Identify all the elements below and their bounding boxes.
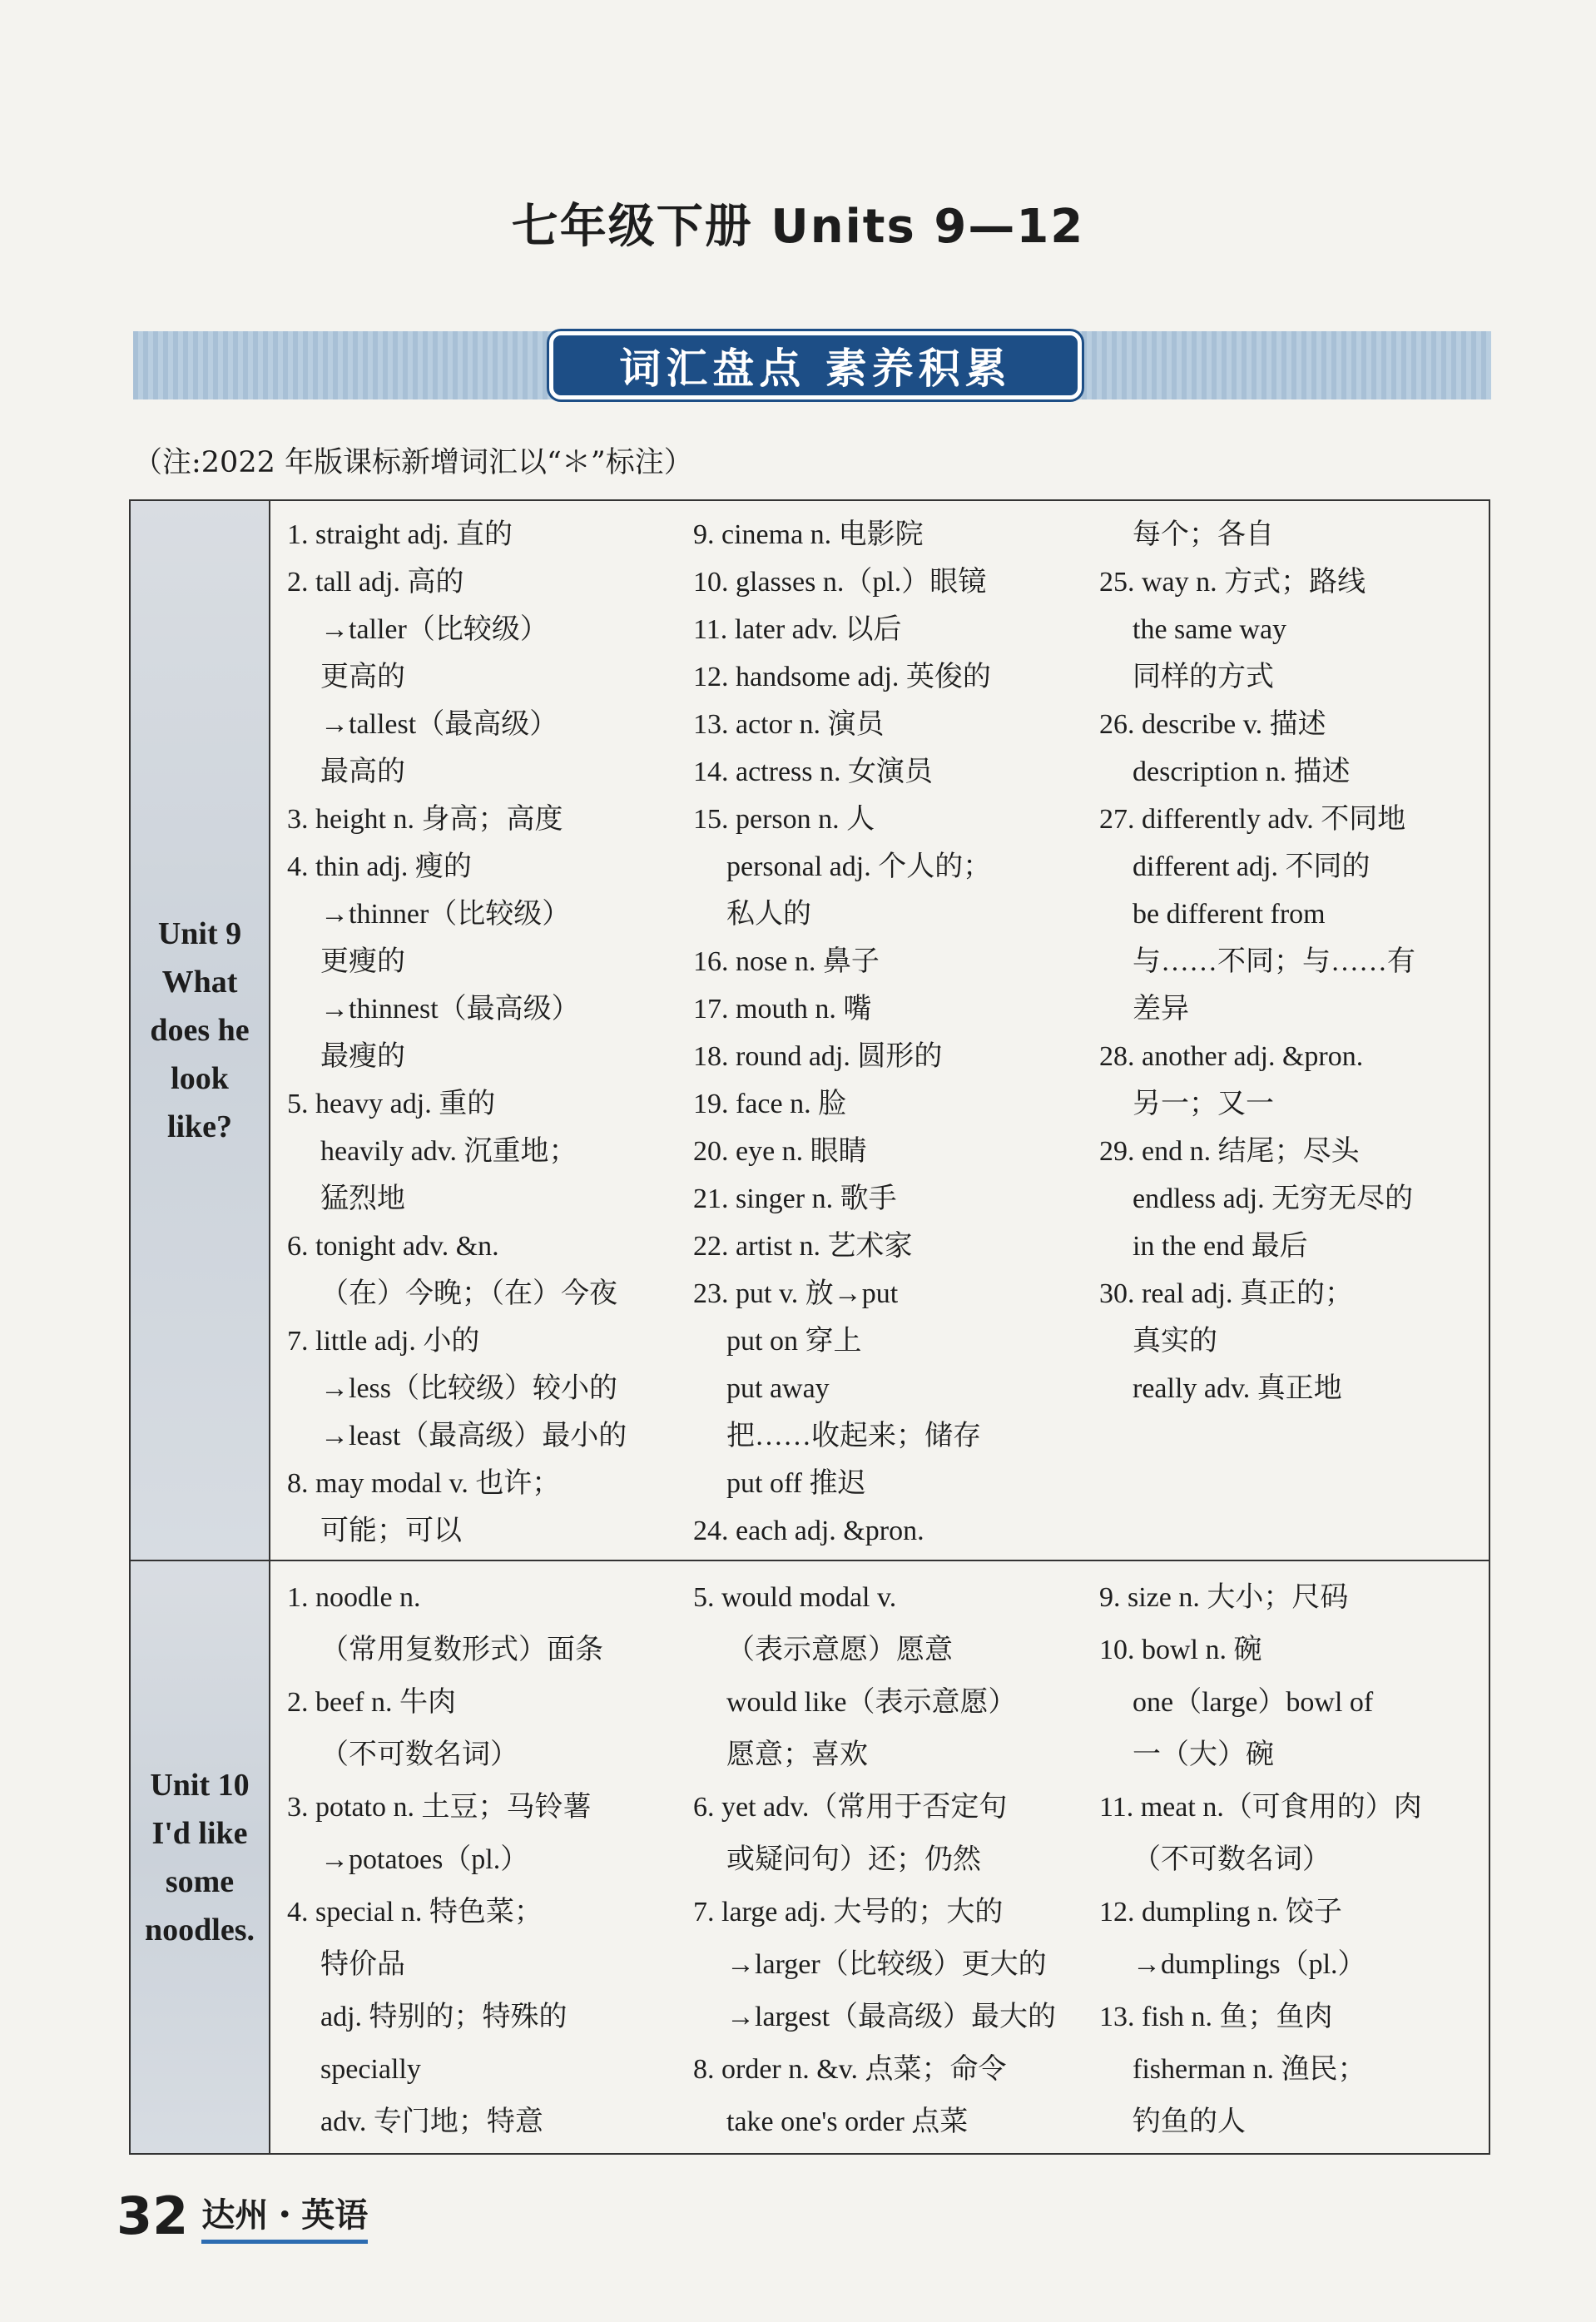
word-entry: 1. straight adj. 直的	[287, 519, 513, 550]
word-entry-detail: description n. 描述	[1133, 757, 1351, 787]
unit-title-line: I'd like	[151, 1815, 248, 1851]
word-column	[270, 1571, 677, 2148]
word-entry-detail: 另一；又一	[1133, 1089, 1274, 1119]
unit10-title	[131, 1761, 269, 1954]
word-entry-detail: →largest（最高级）最大的	[726, 2002, 1057, 2032]
word-entry-detail: →less（比较级）较小的	[320, 1373, 617, 1404]
word-entry-detail: really adv. 真正地	[1133, 1373, 1342, 1404]
word-entry: 11. later adv. 以后	[693, 614, 902, 645]
word-entry-detail: 差异	[1133, 994, 1189, 1025]
word-entry: 18. round adj. 圆形的	[693, 1041, 943, 1072]
word-entry: 2. beef n. 牛肉	[287, 1687, 457, 1718]
word-entry-detail: adv. 专门地；特意	[320, 2106, 543, 2137]
unit10-columns	[270, 1571, 1489, 2148]
section-banner-label: 词汇盘点 素养积累	[549, 331, 1082, 399]
word-entry: 10. bowl n. 碗	[1099, 1635, 1262, 1665]
word-entry-detail: （在）今晚；（在）今夜	[320, 1278, 617, 1309]
unit-title-line: noodles.	[145, 1912, 255, 1947]
word-entry-detail: 可能；可以	[320, 1516, 462, 1546]
unit9-words-cell	[270, 500, 1489, 1560]
note-text: （注:2022 年版课标新增词汇以“＊”标注）	[133, 446, 693, 479]
word-entry-detail: （不可数名词）	[1133, 1844, 1331, 1875]
unit10-row	[130, 1560, 1489, 2154]
unit-title-line: Unit 9	[157, 916, 242, 951]
word-entry-detail: would like（表示意愿）	[726, 1687, 1017, 1718]
unit10-words-cell	[270, 1560, 1489, 2154]
unit9-title-cell	[130, 500, 270, 1560]
word-entry: 12. dumpling n. 饺子	[1099, 1897, 1342, 1928]
unit-title-line: does he	[150, 1013, 250, 1048]
word-entry-detail: 更高的	[320, 662, 405, 692]
word-entry-detail: in the end 最后	[1133, 1231, 1308, 1262]
word-entry: 6. tonight adv. &n.	[287, 1231, 499, 1262]
word-entry-detail: （表示意愿）愿意	[726, 1635, 953, 1665]
word-entry: 24. each adj. &pron.	[693, 1516, 924, 1546]
word-entry: 15. person n. 人	[693, 804, 875, 835]
word-entry-detail: the same way	[1133, 614, 1287, 645]
word-entry-detail: take one's order 点菜	[726, 2106, 969, 2137]
word-entry-detail: heavily adv. 沉重地；	[320, 1136, 577, 1167]
word-column	[1083, 1571, 1489, 2148]
word-entry-detail: →tallest（最高级）	[320, 709, 558, 740]
word-entry-detail: 或疑问句）还；仍然	[726, 1844, 981, 1875]
word-entry-detail: 每个；各自	[1133, 519, 1274, 550]
word-entry: 9. size n. 大小；尺码	[1099, 1582, 1349, 1613]
word-entry-detail: →thinner（比较级）	[320, 899, 571, 930]
word-entry: 4. special n. 特色菜；	[287, 1897, 543, 1928]
word-entry-detail: →least（最高级）最小的	[320, 1421, 627, 1451]
word-entry-detail: fisherman n. 渔民；	[1133, 2054, 1366, 2085]
word-entry: 23. put v. 放→put	[693, 1278, 899, 1309]
word-column	[677, 511, 1083, 1555]
word-entry-detail: adj. 特别的；特殊的	[320, 2002, 568, 2032]
unit-title-line: like?	[166, 1109, 233, 1144]
word-entry: 1. noodle n.	[287, 1582, 421, 1613]
word-entry-detail: specially	[320, 2054, 421, 2085]
unit9-columns	[270, 511, 1489, 1555]
word-entry: 21. singer n. 歌手	[693, 1183, 897, 1214]
word-entry-detail: 最高的	[320, 757, 405, 787]
word-entry-detail: →potatoes（pl.）	[320, 1844, 529, 1875]
vocabulary-table	[129, 499, 1490, 2155]
word-entry: 17. mouth n. 嘴	[693, 994, 872, 1025]
word-entry: 28. another adj. &pron.	[1099, 1041, 1364, 1072]
page-title: 七年级下册 Units 9—12	[511, 200, 1085, 254]
word-entry-detail: one（large）bowl of	[1133, 1687, 1374, 1718]
unit-title-line: What	[161, 965, 238, 1000]
word-entry-detail: personal adj. 个人的；	[726, 851, 992, 882]
word-entry-detail: 一（大）碗	[1133, 1739, 1274, 1770]
word-entry: 19. face n. 脸	[693, 1089, 847, 1119]
word-entry: 12. handsome adj. 英俊的	[693, 662, 991, 692]
word-entry: 2. tall adj. 高的	[287, 567, 464, 598]
word-entry: 25. way n. 方式；路线	[1099, 567, 1366, 598]
word-entry: 13. actor n. 演员	[693, 709, 885, 740]
unit9-row	[130, 500, 1489, 1560]
word-entry: 7. little adj. 小的	[287, 1326, 480, 1357]
word-entry: 5. heavy adj. 重的	[287, 1089, 496, 1119]
word-entry: 6. yet adv.（常用于否定句	[693, 1792, 1008, 1823]
word-entry-detail: 真实的	[1133, 1326, 1217, 1357]
word-entry: 20. eye n. 眼睛	[693, 1136, 867, 1167]
word-entry: 5. would modal v.	[693, 1582, 897, 1613]
book-label: 达州・英语	[201, 2189, 368, 2244]
footer	[116, 2186, 368, 2246]
word-entry-detail: 与……不同；与……有	[1133, 946, 1415, 977]
word-entry: 10. glasses n.（pl.）眼镜	[693, 567, 987, 598]
word-entry-detail: （不可数名词）	[320, 1739, 518, 1770]
page-number: 32	[116, 2186, 189, 2246]
word-entry-detail: 特价品	[320, 1949, 405, 1980]
word-entry: 30. real adj. 真正的；	[1099, 1278, 1353, 1309]
word-entry-detail: 同样的方式	[1133, 662, 1274, 692]
word-entry-detail: put on 穿上	[726, 1326, 862, 1357]
word-column	[270, 511, 677, 1555]
word-entry: 8. may modal v. 也许；	[287, 1468, 561, 1499]
unit9-title	[131, 910, 269, 1151]
unit-title-line: some	[165, 1863, 235, 1899]
word-entry-detail: put off 推迟	[726, 1468, 866, 1499]
word-entry: 22. artist n. 艺术家	[693, 1231, 913, 1262]
word-entry: 29. end n. 结尾；尽头	[1099, 1136, 1360, 1167]
word-entry-detail: 愿意；喜欢	[726, 1739, 868, 1770]
word-column	[677, 1571, 1083, 2148]
unit10-title-cell	[130, 1560, 270, 2154]
word-entry-detail: be different from	[1133, 899, 1326, 930]
word-entry-detail: （常用复数形式）面条	[320, 1635, 603, 1665]
word-entry-detail: →dumplings（pl.）	[1133, 1949, 1366, 1980]
word-entry: 9. cinema n. 电影院	[693, 519, 924, 550]
word-entry-detail: endless adj. 无穷无尽的	[1133, 1183, 1414, 1214]
word-entry: 3. height n. 身高；高度	[287, 804, 563, 835]
word-entry-detail: 更瘦的	[320, 946, 405, 977]
word-entry: 14. actress n. 女演员	[693, 757, 934, 787]
word-entry: 8. order n. &v. 点菜；命令	[693, 2054, 1007, 2085]
word-entry-detail: →taller（比较级）	[320, 614, 548, 645]
word-entry: 4. thin adj. 瘦的	[287, 851, 472, 882]
unit-title-line: look	[171, 1061, 229, 1096]
word-entry: 26. describe v. 描述	[1099, 709, 1326, 740]
word-entry-detail: →larger（比较级）更大的	[726, 1949, 1047, 1980]
word-entry-detail: 钓鱼的人	[1133, 2106, 1246, 2137]
word-entry-detail: put away	[726, 1373, 830, 1404]
word-entry-detail: different adj. 不同的	[1133, 851, 1370, 882]
word-entry: 7. large adj. 大号的；大的	[693, 1897, 1004, 1928]
word-entry: 11. meat n.（可食用的）肉	[1099, 1792, 1422, 1823]
word-entry: 13. fish n. 鱼；鱼肉	[1099, 2002, 1333, 2032]
word-entry-detail: 猛烈地	[320, 1183, 405, 1214]
word-entry-detail: 私人的	[726, 899, 811, 930]
word-entry-detail: 最瘦的	[320, 1041, 405, 1072]
word-entry-detail: 把……收起来；储存	[726, 1421, 981, 1451]
word-column	[1083, 511, 1489, 1555]
word-entry: 3. potato n. 土豆；马铃薯	[287, 1792, 592, 1823]
unit-title-line: Unit 10	[150, 1767, 250, 1803]
word-entry: 27. differently adv. 不同地	[1099, 804, 1406, 835]
word-entry: 16. nose n. 鼻子	[693, 946, 880, 977]
word-entry-detail: →thinnest（最高级）	[320, 994, 580, 1025]
